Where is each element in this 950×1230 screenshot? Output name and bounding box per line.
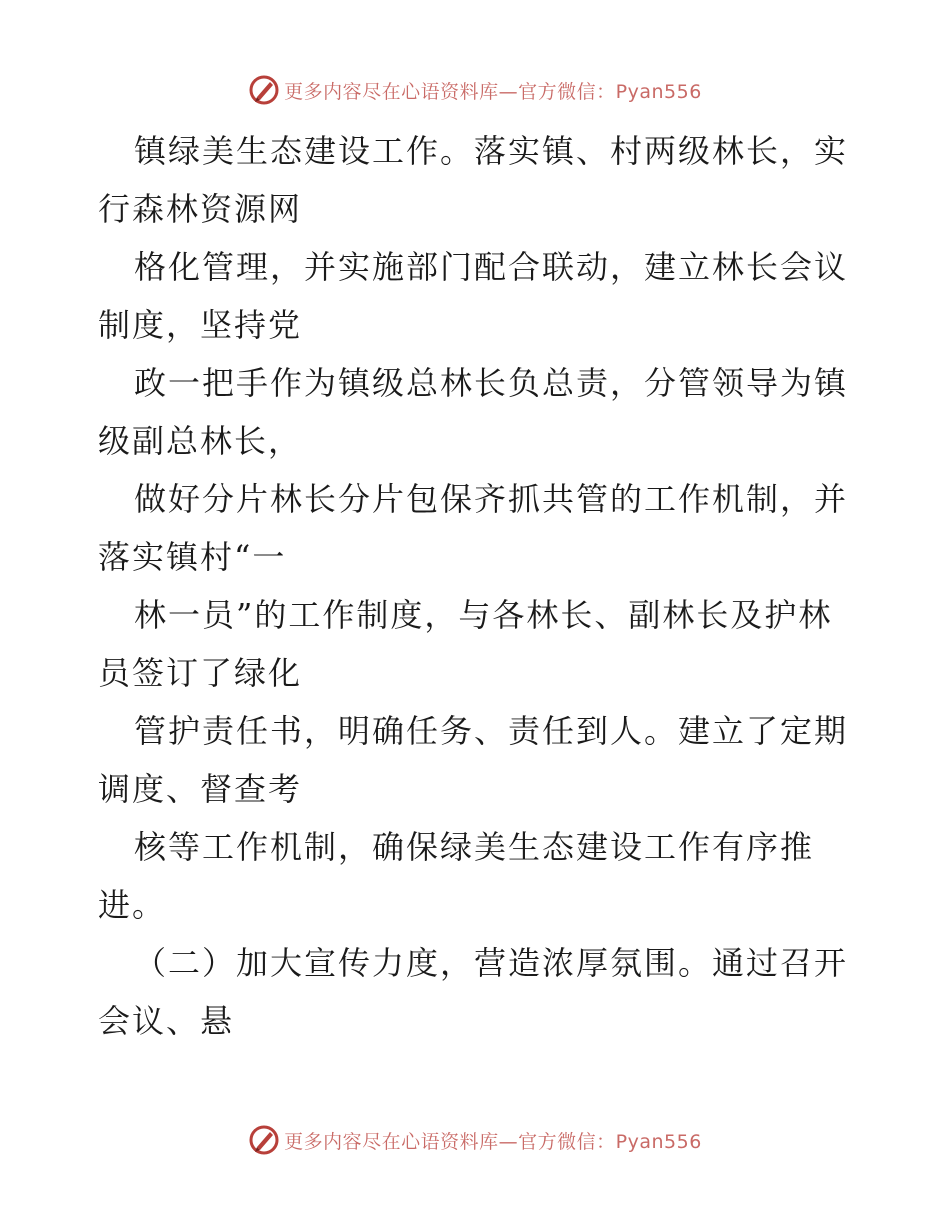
text-line: （二）加大宣传力度，营造浓厚氛围。通过召开: [134, 944, 849, 982]
text-line: 核等工作机制，确保绿美生态建设工作有序推: [134, 828, 815, 866]
text-line: 政一把手作为镇级总林长负总责，分管领导为镇: [134, 364, 849, 402]
text-line: 级副总林长，: [98, 422, 303, 460]
text-line: 调度、督查考: [98, 770, 303, 808]
document-body: [98, 122, 858, 1050]
text-line: 落实镇村“一: [98, 538, 287, 576]
text-line: 进。: [98, 886, 167, 924]
text-line: 管护责任书，明确任务、责任到人。建立了定期: [134, 712, 849, 750]
text-line: 制度，坚持党: [98, 306, 303, 344]
text-line: 会议、悬: [98, 1002, 235, 1040]
text-line: 林一员”的工作制度，与各林长、副林长及护林: [134, 596, 833, 634]
header-banner-text: 更多内容尽在心语资料库—官方微信：Pyan556: [284, 80, 702, 103]
text-line: 镇绿美生态建设工作。落实镇、村两级林长，实: [134, 132, 849, 170]
pen-logo-icon: [248, 1124, 280, 1156]
text-line: 行森林资源网: [98, 190, 303, 228]
text-line: 格化管理，并实施部门配合联动，建立林长会议: [134, 248, 849, 286]
footer-banner-text: 更多内容尽在心语资料库—官方微信：Pyan556: [284, 1130, 702, 1153]
footer-banner: [0, 1120, 950, 1160]
text-line: 员签订了绿化: [98, 654, 303, 692]
pen-logo-icon: [248, 74, 280, 106]
text-line: 做好分片林长分片包保齐抓共管的工作机制，并: [134, 480, 849, 518]
header-banner: [0, 70, 950, 110]
